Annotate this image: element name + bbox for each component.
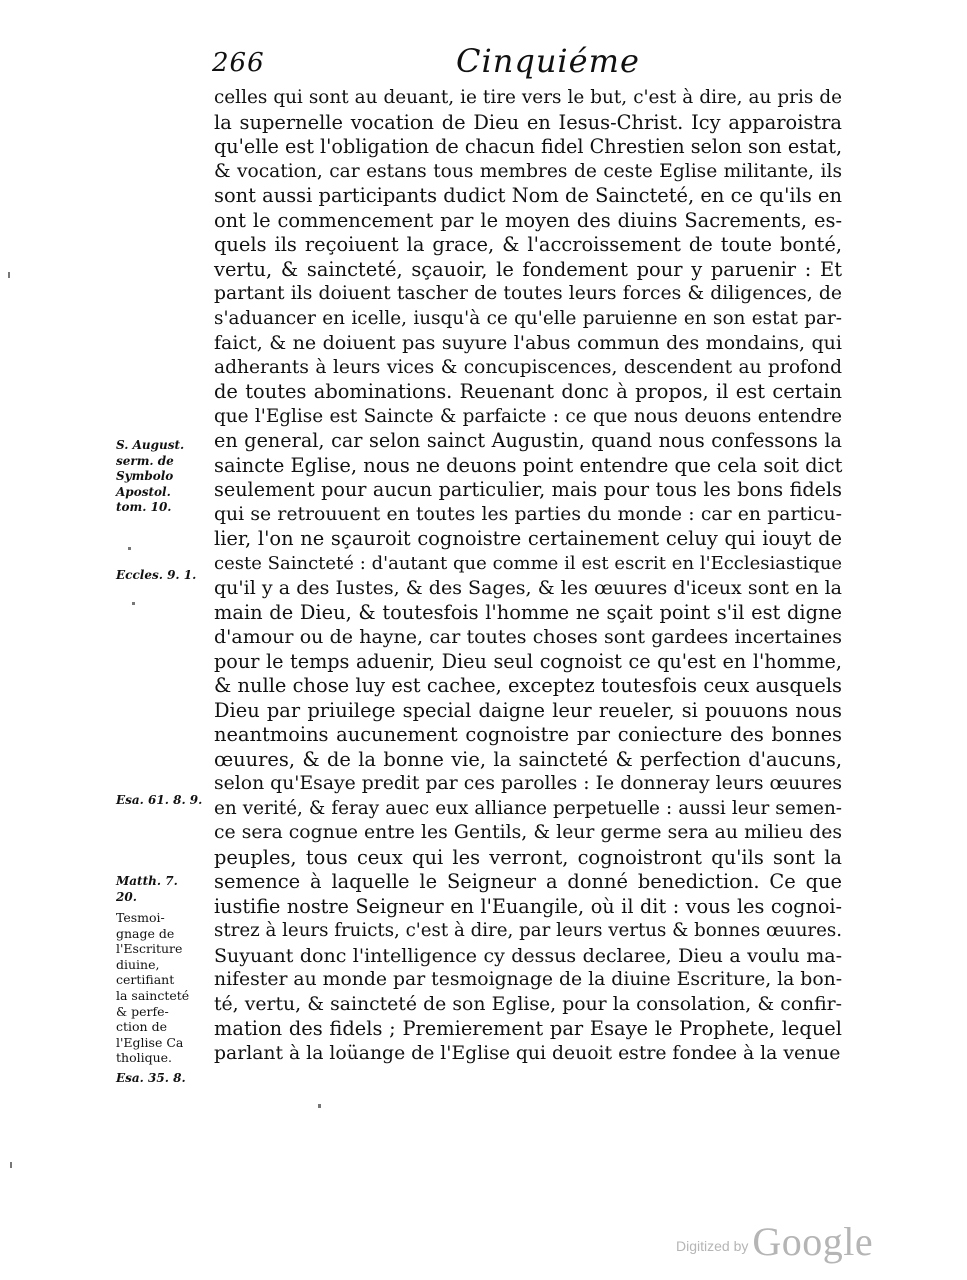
text-line: ont le commencement par le moyen des diuins Sacrements, es- bbox=[214, 208, 842, 232]
text-line: seulement pour aucun particulier, mais pour tous les bons fidels bbox=[214, 478, 842, 501]
text-line: en verité, & feray auec eux alliance perpetuelle : aussi leur semen- bbox=[214, 797, 842, 819]
text-line: quels ils reçoiuent la grace, & l'accroissement de toute bonté, bbox=[214, 233, 842, 256]
text-line: mation des fidels ; Premierement par Esaye le Prophete, lequel bbox=[214, 1017, 842, 1040]
text-line: iustifie nostre Seigneur en l'Euangile, où il dit : vous les cognoi- bbox=[214, 894, 842, 918]
text-line: que l'Eglise est Saincte & parfaicte : ce que nous deuons entendre bbox=[214, 405, 842, 427]
margin-note-augustin: S. August. serm. de Symbolo Apostol. tom. 10. bbox=[116, 438, 185, 515]
google-watermark bbox=[676, 1218, 873, 1265]
text-line: ceste Saincteté : d'autant que comme il est escrit en l'Ecclesiastique bbox=[214, 552, 842, 574]
scan-speck bbox=[132, 602, 135, 605]
text-line: celles qui sont au deuant, ie tire vers le but, c'est à dire, au pris de bbox=[214, 87, 842, 108]
scan-speck bbox=[128, 547, 131, 550]
text-line: qu'elle est l'obligation de chacun fidel Chrestien selon son estat, bbox=[214, 135, 843, 158]
text-line: & vocation, car estans tous membres de ceste Eglise militante, ils bbox=[214, 160, 842, 182]
text-line: peuples, tous ceux qui les verront, cognoistront qu'ils sont la bbox=[214, 845, 842, 869]
google-logo: Google bbox=[752, 1219, 874, 1264]
margin-note-matthieu: Matth. 7. 20. bbox=[116, 874, 178, 904]
text-line: parlant à la loüange de l'Eglise qui deuoit estre fondee à la venue bbox=[214, 1042, 841, 1064]
scan-speck bbox=[10, 1162, 12, 1168]
body-text bbox=[214, 86, 842, 1066]
text-line: semence à laquelle le Seigneur a donné benediction. Ce que bbox=[214, 870, 842, 893]
text-line: en general, car selon sainct Augustin, quand nous confessons la bbox=[214, 429, 842, 452]
margin-note-esaye-35: Esa. 35. 8. bbox=[116, 1071, 186, 1085]
margin-note-esaye-61: Esa. 61. 8. 9. bbox=[116, 793, 203, 807]
text-line: qui se retrouuent en toutes les parties du monde : car en particu- bbox=[214, 503, 842, 525]
text-line: saincte Eglise, nous ne deuons point entendre que cela soit dict bbox=[214, 453, 843, 477]
text-line: selon qu'Esaye predit par ces parolles : Ie donneray leurs œuures bbox=[214, 773, 842, 794]
text-line: adherants à leurs vices & concupiscences, descendent au profond bbox=[214, 356, 842, 378]
watermark-prefix: Digitized by bbox=[676, 1238, 749, 1254]
margin-note-ecclesiastique: Eccles. 9. 1. bbox=[116, 568, 197, 582]
text-line: œuures, & de la bonne vie, la saincteté & perfection d'aucuns, bbox=[214, 747, 842, 771]
text-line: lier, l'on ne sçauroit cognoistre certainement celuy qui iouyt de bbox=[214, 527, 842, 550]
text-line: main de Dieu, & toutesfois l'homme ne sçait point s'il est digne bbox=[214, 600, 842, 624]
scan-speck bbox=[8, 272, 10, 278]
text-line: Dieu par priuilege special daigne leur reueler, si pouuons nous bbox=[214, 698, 842, 722]
text-line: la supernelle vocation de Dieu en Iesus-Christ. Icy apparoistra bbox=[214, 110, 842, 134]
text-line: sont aussi participants dudict Nom de Saincteté, en ce qu'ils en bbox=[214, 184, 842, 207]
text-line: pour le temps aduenir, Dieu seul cognoist ce qu'est en l'homme, bbox=[214, 649, 842, 673]
text-line: nifester au monde par tesmoignage de la diuine Escriture, la bon- bbox=[214, 969, 843, 990]
page-number: 266 bbox=[212, 48, 265, 78]
text-line: Suyuant donc l'intelligence cy dessus declaree, Dieu a voulu ma- bbox=[214, 944, 842, 967]
text-line: vertu, & saincteté, sçauoir, le fondement pour y paruenir : Et bbox=[214, 257, 842, 281]
text-line: strez à leurs fruicts, c'est à dire, par leurs vertus & bonnes œuures. bbox=[214, 920, 842, 941]
text-line: partant ils doiuent tascher de toutes leurs forces & diligences, de bbox=[214, 283, 842, 304]
text-line: faict, & ne doiuent pas suyure l'abus commun des mondains, qui bbox=[214, 332, 842, 354]
scan-speck bbox=[318, 1104, 321, 1108]
text-line: neantmoins aucunement cognoistre par coniecture des bonnes bbox=[214, 723, 842, 746]
text-line: s'aduancer en icelle, iusqu'à ce qu'elle paruienne en son estat par- bbox=[214, 307, 842, 329]
running-head: Cinquiéme bbox=[456, 42, 640, 80]
text-line: d'amour ou de hayne, car toutes choses sont gardees incertaines bbox=[214, 626, 842, 648]
text-line: ce sera cognue entre les Gentils, & leur germe sera au milieu des bbox=[214, 822, 842, 843]
text-line: de toutes abominations. Reuenant donc à propos, il est certain bbox=[214, 380, 842, 403]
text-line: & nulle chose luy est cachee, exceptez toutesfois ceux ausquels bbox=[214, 674, 842, 697]
text-line: qu'il y a des Iustes, & des Sages, & les œuures d'iceux sont en la bbox=[214, 577, 842, 599]
margin-note-tesmoignage: Tesmoi- gnage de l'Escriture diuine, certifiant la saincteté & perfe- ction de l'Eglise Ca tholique. bbox=[116, 910, 190, 1066]
text-line: té, vertu, & saincteté de son Eglise, pour la consolation, & confir- bbox=[214, 993, 842, 1015]
